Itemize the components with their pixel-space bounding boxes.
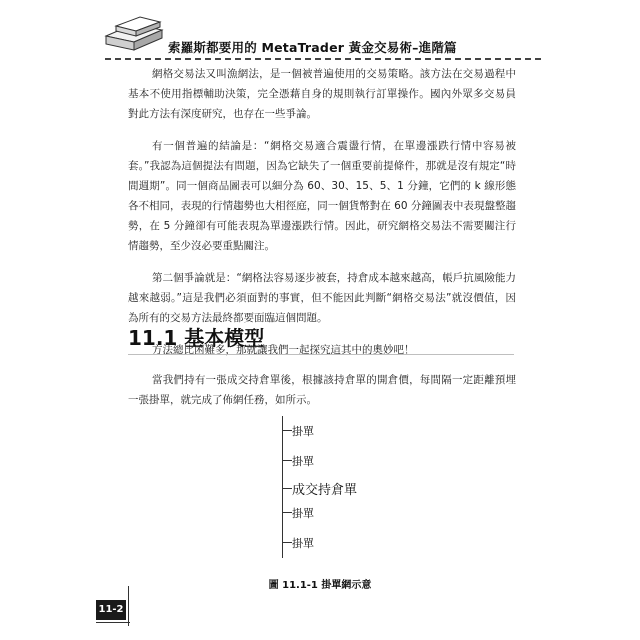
page-header [0,0,640,60]
diagram-label-pending-1: 掛單 [292,425,314,438]
figure-caption: 圖 11.1-1 掛單網示意 [268,580,372,591]
gold-bars-icon [100,14,170,54]
section-intro: 當我們持有一張成交持倉單後，根據該持倉單的開倉價，每間隔一定距離預埋一張掛單，就完成了佈網任務，如所示。 [128,374,516,406]
section-rule [128,354,514,355]
diagram-tick [282,488,292,489]
diagram-tick [282,460,292,461]
diagram-axis [282,416,283,558]
diagram-tick [282,512,292,513]
paragraph-1: 網格交易法又叫漁網法，是一個被普遍使用的交易策略。該方法在交易過程中基本不使用指標輔助決策，完全憑藉自身的規則執行訂單操作。國內外眾多交易員對此方法有深度研究，也存在一些爭論。 [128,68,516,120]
corner-mark-horizontal [96,622,130,623]
diagram-label-pending-4: 掛單 [292,537,314,550]
paragraph-4: 方法總比困難多，那就讓我們一起探究這其中的奧妙吧！ [152,344,415,356]
header-divider [105,58,541,60]
diagram-label-filled: 成交持倉單 [292,483,358,498]
diagram-tick [282,542,292,543]
grid-order-diagram [270,412,430,562]
book-title: 索羅斯都要用的 MetaTrader 黃金交易術–進階篇 [168,40,457,55]
diagram-tick [282,430,292,431]
page-number: 11-2 [96,600,126,620]
corner-mark-vertical [128,586,129,626]
diagram-label-pending-3: 掛單 [292,507,314,520]
paragraph-3: 第二個爭論就是：“網格法容易逐步被套，持倉成本越來越高，帳戶抗風險能力越來越弱。”這是我們必須面對的事實，但不能因此判斷“網格交易法”就沒價值，因為所有的交易方法最終都要面臨這個問題。 [128,272,516,324]
diagram-label-pending-2: 掛單 [292,455,314,468]
section-heading: 11.1 基本模型 [128,326,265,350]
paragraph-2: 有一個普遍的結論是：“網格交易適合震盪行情，在單邊漲跌行情中容易被套。”我認為這個提法有問題，因為它缺失了一個重要前提條件，那就是沒有規定“時間週期”。同一個商品圖表可以細分為 60、30、15、5、1 分鐘，它們的 k 線形態各不相同，表現的行情趨勢也大相徑庭，同一個貨幣對在 60 分鐘圖表中表現盤整趨勢，在 5 分鐘卻有可能表現為單邊漲跌行情。因此，研究網格交易法不需要關注行情趨勢，至少沒必要重點關注。 [128,140,516,252]
